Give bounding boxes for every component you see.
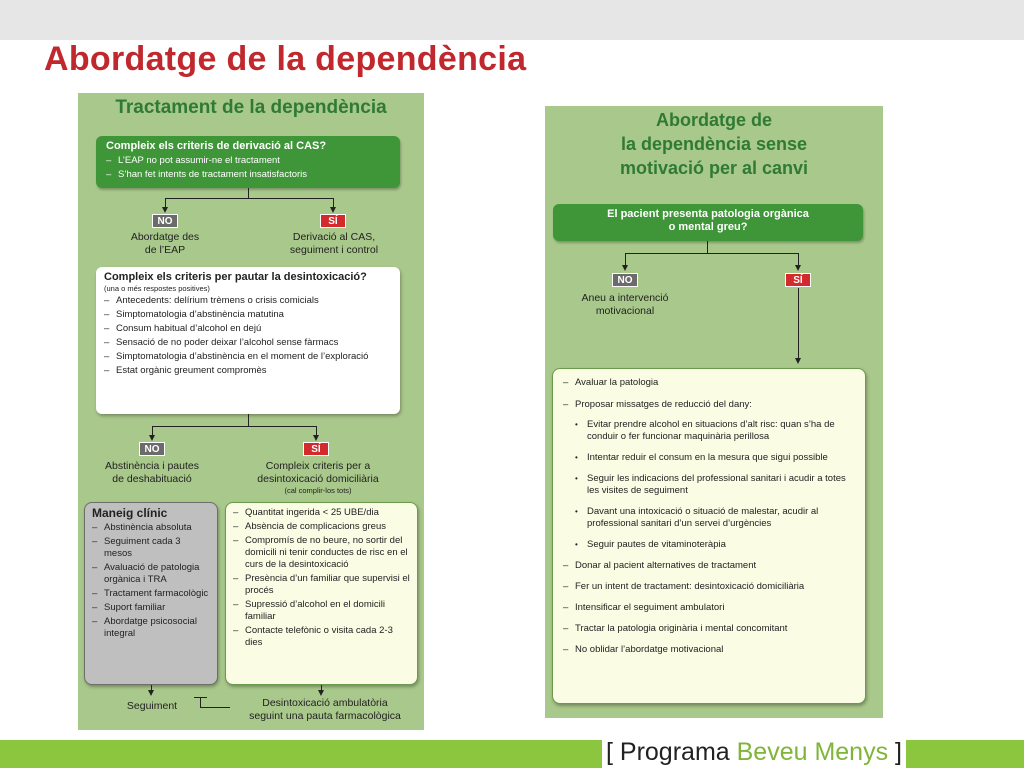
derivation-question-box	[96, 136, 400, 188]
arrow-head	[318, 690, 324, 696]
abstinence-label: Abstinència i pautes de deshabituació	[105, 460, 199, 485]
yes-tag: SÍ	[785, 273, 811, 287]
harm-reduction-item: • Seguir pautes de vitaminoteràpia	[575, 539, 855, 551]
program-brand: [ Programa Beveu Menys ]	[602, 737, 906, 768]
home-detox-criteria-box	[225, 502, 418, 685]
intervention-item: – Donar al pacient alternatives de tractament	[563, 560, 855, 572]
detox-question: Compleix els criteris per pautar la desintoxicació?	[104, 271, 367, 283]
treatment-panel-title: Tractament de la dependència	[115, 97, 387, 118]
arrow-head	[162, 207, 168, 213]
intervention-item: – Intensificar el seguiment ambulatori	[563, 602, 855, 614]
derivation-criterion: – L’EAP no pot assumir-ne el tractament	[106, 155, 390, 167]
connector	[194, 697, 207, 698]
intervention-item: – Fer un intent de tractament: desintoxicació domiciliària	[563, 581, 855, 593]
no-tag: NO	[152, 214, 178, 228]
arrow-head	[330, 207, 336, 213]
arrow-head	[795, 265, 801, 271]
harm-reduction-item: • Evitar prendre alcohol en situacions d’alt risc: quan s’ha de conduir o fer funcionar maquinària perillosa	[575, 419, 855, 443]
connector	[625, 253, 798, 254]
detox-criteria-box	[96, 267, 400, 414]
clinical-management-title: Maneig clínic	[92, 506, 168, 520]
no-tag: NO	[612, 273, 638, 287]
arrow-head	[313, 435, 319, 441]
connector	[200, 707, 230, 708]
intervention-item: – No oblidar l’abordatge motivacional	[563, 644, 855, 656]
motivational-intervention-label: Aneu a intervenció motivacional	[581, 292, 669, 317]
intervention-item: – Avaluar la patologia	[563, 377, 855, 389]
management-item: – Seguiment cada 3 mesos	[92, 536, 210, 560]
yes-outcome-label: Derivació al CAS, seguiment i control	[289, 231, 379, 256]
derivation-criterion: – S’han fet intents de tractament insatisfactoris	[106, 169, 390, 181]
top-bar	[0, 0, 1024, 40]
detox-criterion: – Simptomatologia d’abstinència en el moment de l’exploració	[104, 351, 392, 363]
followup-label: Seguiment	[126, 700, 178, 712]
harm-reduction-item: • Intentar reduir el consum en la mesura que sigui possible	[575, 452, 855, 464]
management-item: – Tractament farmacològic	[92, 588, 210, 600]
home-detox-criterion: – Absència de complicacions greus	[233, 521, 410, 533]
arrow-head	[149, 435, 155, 441]
no-tag: NO	[139, 442, 165, 456]
intervention-item: – Proposar missatges de reducció del dany:	[563, 399, 855, 411]
intervention-box	[552, 368, 866, 704]
home-detox-label: Compleix criteris per a desintoxicació domiciliària (cal complir-los tots)	[257, 460, 379, 495]
home-detox-criterion: – Presència d’un familiar que supervisi el procés	[233, 573, 410, 597]
clinical-management-box	[84, 502, 218, 685]
connector	[248, 188, 249, 198]
detox-criterion: – Sensació de no poder deixar l’alcohol sense fàrmacs	[104, 337, 392, 349]
connector	[165, 198, 333, 199]
outpatient-detox-label: Desintoxicació ambulatòria seguint una pauta farmacològica	[249, 697, 401, 722]
connector	[248, 414, 249, 426]
no-motivation-panel-title: Abordatge de la dependència sense motivació per al canvi	[619, 110, 809, 178]
management-item: – Avaluació de patologia orgànica i TRA	[92, 562, 210, 586]
home-detox-criterion: – Contacte telefònic o visita cada 2-3 dies	[233, 625, 410, 649]
connector	[707, 241, 708, 253]
detox-note: (una o més respostes positives)	[104, 284, 210, 293]
connector	[625, 253, 626, 265]
connector	[798, 288, 799, 358]
arrow-head	[622, 265, 628, 271]
home-detox-criterion: – Compromís de no beure, no sortir del domicili ni tenir conductes de risc en el curs de la desintoxicació	[233, 535, 410, 571]
harm-reduction-item: • Davant una intoxicació o situació de malestar, acudir al professional sanitari d’un servei d’urgències	[575, 506, 855, 530]
no-outcome-label: Abordatge des de l’EAP	[130, 231, 200, 256]
treatment-panel	[78, 93, 424, 730]
home-detox-criterion: – Quantitat ingerida < 25 UBE/dia	[233, 507, 410, 519]
management-item: – Abordatge psicosocial integral	[92, 616, 210, 640]
arrow-head	[795, 358, 801, 364]
arrow-head	[148, 690, 154, 696]
pathology-question-box: El pacient presenta patologia orgànica o mental greu?	[553, 204, 863, 241]
yes-tag: SÍ	[303, 442, 329, 456]
detox-criterion: – Simptomatologia d’abstinència matutina	[104, 309, 392, 321]
harm-reduction-item: • Seguir les indicacions del professional sanitari i acudir a totes les visites de seguiment	[575, 473, 855, 497]
connector	[798, 253, 799, 265]
derivation-question: Compleix els criteris de derivació al CAS?	[106, 140, 327, 152]
yes-tag: SÍ	[320, 214, 346, 228]
management-item: – Suport familiar	[92, 602, 210, 614]
management-item: – Abstinència absoluta	[92, 522, 210, 534]
connector	[152, 426, 316, 427]
home-detox-criterion: – Supressió d’alcohol en el domicili familiar	[233, 599, 410, 623]
slide-title: Abordatge de la dependència	[44, 40, 527, 78]
detox-criterion: – Antecedents: delírium trèmens o crisis comicials	[104, 295, 392, 307]
no-motivation-panel	[545, 106, 883, 718]
detox-criterion: – Estat orgànic greument compromès	[104, 365, 392, 377]
detox-criterion: – Consum habitual d’alcohol en dejú	[104, 323, 392, 335]
intervention-item: – Tractar la patologia originària i mental concomitant	[563, 623, 855, 635]
